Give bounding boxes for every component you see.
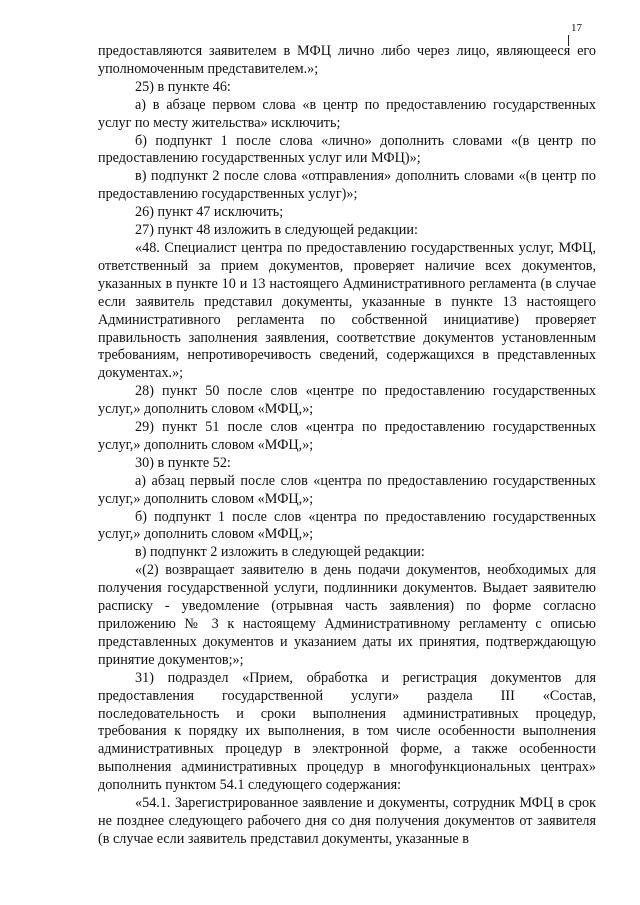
- paragraph: 27) пункт 48 изложить в следующей редакции:: [135, 222, 418, 239]
- paragraph: 31) подраздел «Прием, обработка и регистрация документов для предоставления государственной услуги» раздела III «Состав, последовательность и сроки выполнения административных процедур, требования к порядку их выполнения, в том числе особенности выполнения административных процедур в электронной форме, а также особенности выполнения административных процедур в многофункциональных центрах» дополнить пунктом 54.1 следующего содержания:: [98, 669, 596, 794]
- paragraph: 26) пункт 47 исключить;: [135, 204, 284, 221]
- paragraph: предоставляются заявителем в МФЦ лично либо через лицо, являющееся его уполномоченным представителем.»;: [98, 43, 596, 77]
- paragraph: 28) пункт 50 после слов «центре по предоставлению государственных услуг,» дополнить словом «МФЦ,»;: [98, 383, 596, 418]
- paragraph: 30) в пункте 52:: [135, 454, 231, 471]
- paragraph: 29) пункт 51 после слов «центра по предоставлению государственных услуг,» дополнить словом «МФЦ,»;: [98, 419, 596, 453]
- paragraph: в) подпункт 2 изложить в следующей редакции:: [135, 544, 425, 561]
- paragraph: а) абзац первый после слов «центра по предоставлению государственных услуг,» дополнить словом «МФЦ,»;: [98, 472, 596, 507]
- document-body: [98, 43, 596, 849]
- paragraph: в) подпункт 2 после слова «отправления» дополнить словами «(в центр по предоставлению государственных услуг)»;: [98, 168, 596, 203]
- paragraph: «48. Специалист центра по предоставлению государственных услуг, МФЦ, ответственный за прием документов, проверяет наличие всех документов, указанных в пункте 10 и 13 настоящего Административного регламента (в случае если заявитель представил документы, указанные в пункте 13 настоящего Административного регламента по собственной инициативе) проверяет правильность заполнения заявления, соответствие документов установленным требованиям, непротиворечивость сведений, содержащихся в представленных документах.»;: [98, 239, 596, 382]
- paragraph: 25) в пункте 46:: [135, 78, 231, 95]
- page-number: 17: [571, 22, 582, 34]
- paragraph: б) подпункт 1 после слов «центра по предоставлению государственных услуг,» дополнить словом «МФЦ,»;: [98, 508, 596, 543]
- paragraph: «54.1. Зарегистрированное заявление и документы, сотрудник МФЦ в срок не позднее следующего рабочего дня со дня получения документов от заявителя (в случае если заявитель представил документы, указанные в: [98, 795, 596, 847]
- paragraph: б) подпункт 1 после слова «лично» дополнить словами «(в центр по предоставлению государственных услуг или МФЦ)»;: [98, 132, 596, 167]
- paragraph: а) в абзаце первом слова «в центр по предоставлению государственных услуг по месту жительства» исключить;: [98, 96, 596, 131]
- paragraph: «(2) возвращает заявителю в день подачи документов, необходимых для получения государственной услуги, подлинники документов. Выдает заявителю расписку - уведомление (отрывная часть заявления) по форме согласно приложению № 3 к настоящему Административному регламенту с описью представленных документов и указанием даты их принятия, подтверждающую принятие документов;»;: [98, 562, 596, 668]
